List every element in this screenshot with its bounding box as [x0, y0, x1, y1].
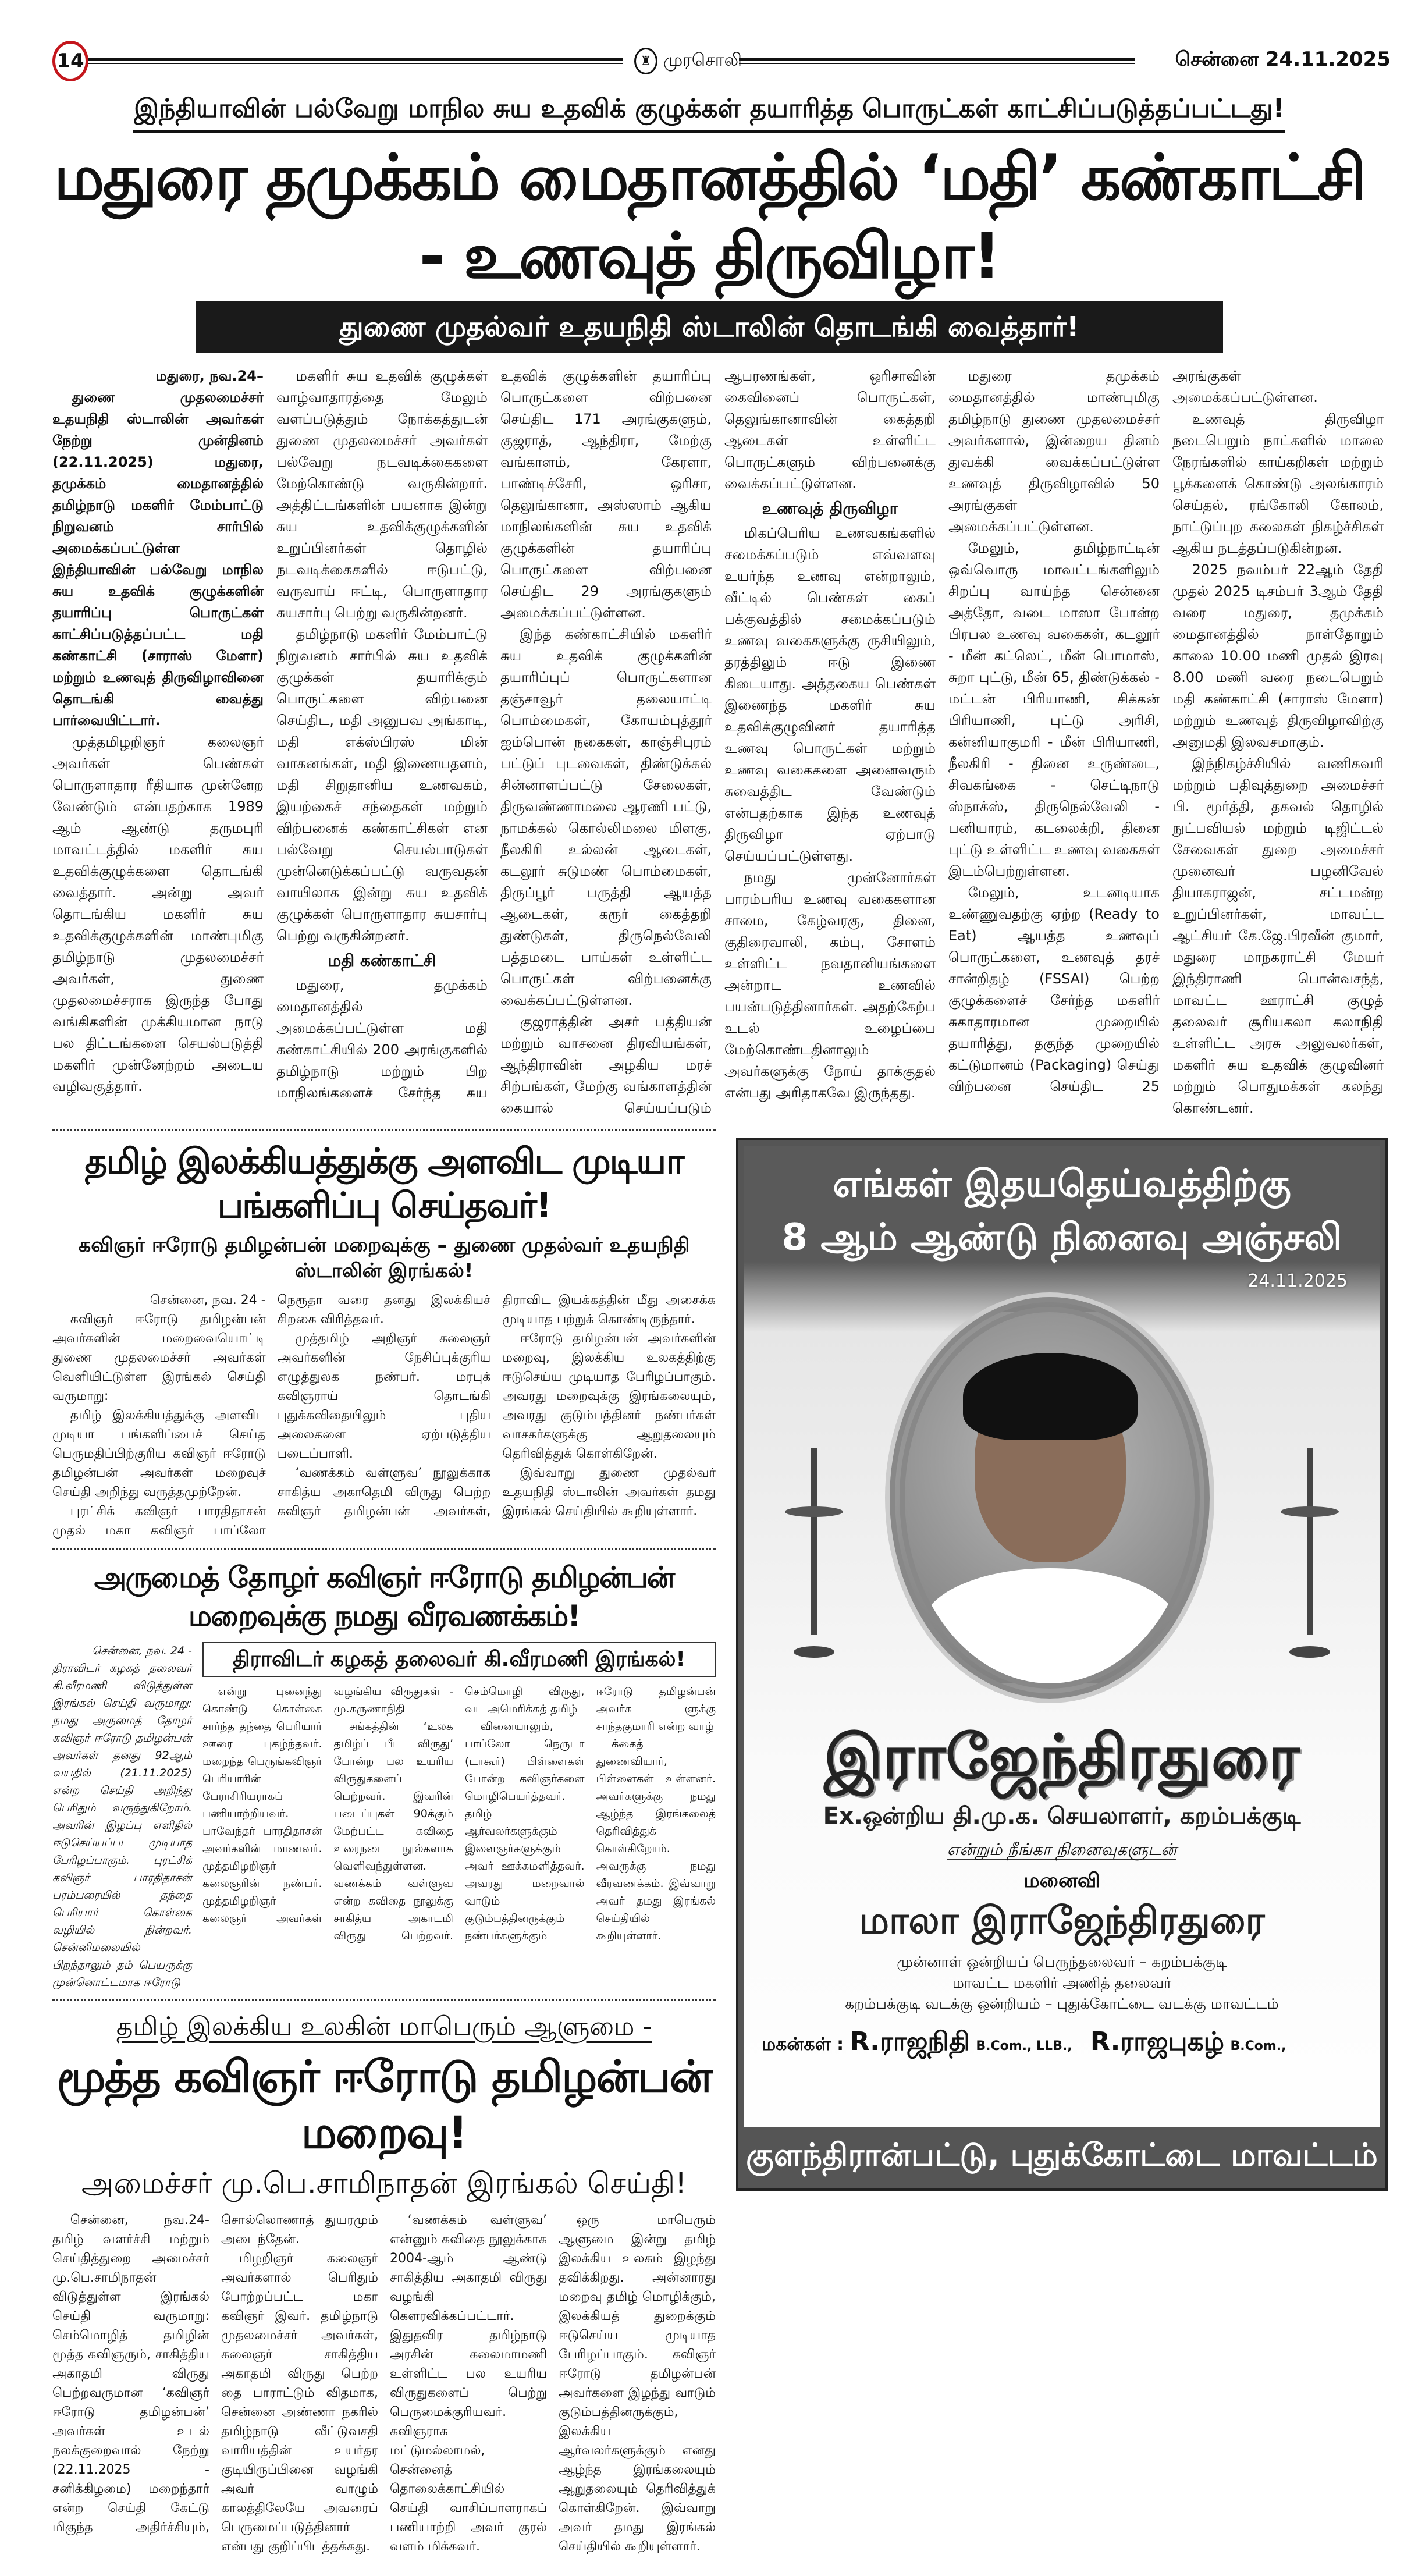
paragraph: நமது முன்னோர்கள் பாரம்பரிய உணவு வகைகளான சாமை, கேழ்வரகு, தினை, குதிரைவாலி, கம்பு, சோளம் உள்ளிட்ட நவதானியங்களை அன்றாட உணவில் பயன்படுத்தினார்கள். அதற்கேற்ப உடல் உழைப்பை மேற்கொண்டதினாலும் அவர்களுக்கு நோய் தாக்குதல் என்பது அரிதாகவே இருந்தது. — [724, 869, 936, 1101]
page-number: 14 — [52, 41, 88, 81]
left-stories — [52, 1129, 716, 2564]
article-intro: துணை முதலமைச்சர் உதயநிதி ஸ்டாலின் அவர்கள் நேற்று முன்தினம் (22.11.2025) மதுரை, தமுக்கம் மைதானத்தில் தமிழ்நாடு மகளிர் மேம்பாட்டு நிறுவனம் சார்பில் அமைக்கப்பட்டுள்ள இந்தியாவின் பல்வேறு மாநில சுய உதவிக் குழுக்களின் தயாரிப்பு பொருட்கள் காட்சிப்படுத்தப்பட்ட மதி கண்காட்சி (சாராஸ் மேளா) மற்றும் உணவுத் திருவிழாவினை தொடங்கி வைத்து பார்வையிட்டார். — [52, 389, 264, 729]
story-headline: அருமைத் தோழர் கவிஞர் ஈரோடு தமிழன்பன் மறைவுக்கு நமது வீரவணக்கம்! — [94, 1561, 674, 1633]
story-columns — [52, 2211, 716, 2556]
paragraph: மிழறிஞர் கலைஞர் அவர்களால் பெரிதும் போற்றப்பட்ட மகா கவிஞர் இவர். தமிழ்நாடு முதலமைச்சர் அவர்கள், கலைஞர் சாகித்திய அகாதமி விருது பெற்ற தை பாராட்டும் விதமாக, சென்னை அண்ணா நகரில் தமிழ்நாடு வீட்டுவசதி வாரியத்தின் உயர்தர குடியிருப்பினை வழங்கி அவர் வாழும் காலத்திலேயே அவரைப் பெருமைப்படுத்தினார் என்பது குறிப்பிடத்தக்கது. — [221, 2251, 378, 2554]
paragraph: என்று புனைந்து கொண்டு கொள்கை சார்ந்த தந்தை பெரியார் ஊரை புகழ்ந்தவர். மறைந்த பெருங்கவிஞர் பெரியாரின் பேராசிரியராகப் பணியாற்றியவர். பாவேந்தர் பாரதிதாசன் அவர்களின் மாணவர். முத்தமிழறிஞர் கலைஞரின் நண்பர். முத்தமிழறிஞர் கலைஞர் அவர்கள் வழங்கிய விருதுகள் - மு.கருணாநிதி — [202, 1685, 453, 1925]
paragraph: மகளிர் சுய உதவிக் குழுக்கள் வாழ்வாதாரத்தை மேலும் வளப்படுத்தும் நோக்கத்துடன் துணை முதலமைச்சர் அவர்கள் பல்வேறு நடவடிக்கைகளை மேற்கொண்டு வருகின்றார். அத்திட்டங்களின் பயனாக இன்று சுய உதவிக்குழுக்களின் உறுப்பினர்கள் தொழில் நடவடிக்கைகளில் ஈடுபட்டு, வருவாய் ஈட்டி, பொருளாதார சுயசார்பு பெற்று வருகின்றனர். — [276, 368, 488, 621]
paragraph: முத்தமிழ் அறிஞர் கலைஞர் அவர்களின் நேசிப்புக்குரிய எழுத்துலக நண்பர். மரபுக் கவிஞராய் தொடங்கி புதுக்கவிதையிலும் புதிய அலைகளை ஏற்படுத்திய படைப்பாளி. — [277, 1331, 491, 1461]
paragraph: வினையாலும், பாப்லோ நெருடா (டாகூர்) பிள்ளைகள் போன்ற கவிஞர்களை மொழிபெயர்த்தவர். தமிழ் ஆர்வலர்களுக்கும் இளைஞர்களுக்கும் அவர் ஊக்கமளித்தவர். அவரது மறைவால் வாடும் குடும்பத்தினருக்கும் நண்பர்களுக்கும் ஈரோடு தமிழன்பன் அவர்க ளுக்கு சாந்தகுமாரி என்ற வாழ் — [465, 1685, 716, 1942]
wife-name: மாலா இராஜேந்திரதுரை — [859, 1899, 1265, 1942]
story-veeramani-condolence — [52, 1548, 716, 1991]
oil-lamp-icon — [1281, 1425, 1339, 1658]
masthead-rule — [739, 58, 1135, 64]
oil-lamp-icon — [785, 1425, 843, 1658]
torch-logo-icon: ♜ — [634, 48, 657, 74]
story-deck: கவிஞர் ஈரோடு தமிழன்பன் மறைவுக்கு – துணை முதல்வர் உதயநிதி ஸ்டாலின் இரங்கல்! — [78, 1234, 690, 1282]
paragraph: சென்னை, நவ.24- தமிழ் வளர்ச்சி மற்றும் செய்தித்துறை அமைச்சர் மு.பெ.சாமிநாதன் விடுத்துள்ள இரங்கல் செய்தி வருமாறு: செம்மொழித் தமிழின் மூத்த கவிஞரும், சாகித்திய அகாதமி விருது பெற்றவருமான ‘கவிஞர் ஈரோடு தமிழன்பன்’ அவர்கள் உடல் நலக்குறைவால் நேற்று (22.11.2025 - சனிக்கிழமை) மறைந்தார் என்ற செய்தி கேட்டு மிகுந்த அதிர்ச்சியும், சொல்லொணாத் துயரமும் அடைந்தேன். — [52, 2213, 378, 2535]
dateline: சென்னை, நவ. 24 - — [150, 1293, 266, 1307]
paragraph: சங்கத்தின் ‘உலக தமிழ்ப் பீட விருது’ போன்ற பல உயரிய விருதுகளைப் பெற்றவர். இவரின் படைப்புகள் 90க்கும் மேற்பட்ட கவிதை உரைநடை நூல்களாக வெளிவந்துள்ளன. வணக்கம் வள்ளுவ என்ற கவிதை நூலுக்கு சாகித்ய அகாடமி விருது பெற்றவர். செம்மொழி விருது, வட அமெரிக்கத் தமிழ் — [333, 1685, 585, 1942]
story-headline: மூத்த கவிஞர் ஈரோடு தமிழன்பன் மறைவு! — [56, 2051, 712, 2158]
memory-line: என்றும் நீங்கா நினைவுகளுடன் — [947, 1840, 1177, 1859]
story-columns — [202, 1683, 716, 1945]
paragraph: ‘வணக்கம் வள்ளுவ’ என்னும் கவிதை நூலுக்காக 2004-ஆம் ஆண்டு சாகித்திய அகாதமி விருது வழங்கி கௌரவிக்கப்பட்டார். இதுதவிர தமிழ்நாடு அரசின் கலைமாமணி உள்ளிட்ட பல உயரிய விருதுகளைப் பெற்று பெருமைக்குரியவர். கவிஞராக மட்டுமல்லாமல், சென்னைத் தொலைக்காட்சியில் செய்தி வாசிப்பாளராகப் பணியாற்றி அவர் குரல் வளம் மிக்கவர். — [390, 2213, 547, 2554]
paragraph: மிகப்பெரிய உணவகங்களில் சமைக்கப்படும் எவ்வளவு உயர்ந்த உணவு என்றாலும், வீட்டில் பெண்கள் கைப் பக்குவத்தில் சமைக்கப்படும் உணவு வகைகளுக்கு ருசியிலும், தரத்திலும் ஈடு இணை கிடையாது. அத்தகைய பெண்கள் இணைந்த மகளிர் சுய உதவிக்குழுவினர் தயாரித்த உணவு பொருட்கள் மற்றும் உணவு வகைகளை அனைவரும் சுவைத்திட வேண்டும் என்பதற்காக இந்த உணவுத் திருவிழா ஏற்பாடு செய்யப்பட்டுள்ளது. — [724, 525, 936, 864]
subheading: உணவுத் திருவிழா — [762, 499, 898, 518]
portrait-photo — [890, 1297, 1210, 1699]
lead-kicker: இந்தியாவின் பல்வேறு மாநில சுய உதவிக் குழுக்கள் தயாரித்த பொருட்கள் காட்சிப்படுத்தப்பட்டது! — [133, 92, 1285, 133]
ad-title: எங்கள் இதயதெய்வத்திற்கு 8 ஆம் ஆண்டு நினைவு அஞ்சலி — [781, 1163, 1342, 1259]
wife-label: மனைவி — [1023, 1869, 1100, 1892]
wife-roles: முன்னாள் ஒன்றியப் பெருந்தலைவர் – கறம்பக்குடி மாவட்ட மகளிர் அணித் தலைவர் கறம்பக்குடி வடக்கு ஒன்றியம் – புதுக்கோட்டை வடக்கு மாவட்டம் — [845, 1953, 1279, 2012]
paragraph: தமிழ் இலக்கியத்துக்கு அளவிட முடியா பங்களிப்பைச் செய்த பெருமதிப்பிற்குரிய கவிஞர் ஈரோடு தமிழன்பன் அவர்கள் மறைவுச் செய்தி அறிந்து வருத்தமுற்றேன். — [52, 1408, 266, 1500]
paragraph: தமிழ்நாடு மகளிர் மேம்பாட்டு நிறுவனம் சார்பில் சுய உதவிக் குழுக்கள் தயாரிக்கும் பொருட்களை விற்பனை செய்திட, மதி அனுபவ அங்காடி, மதி எக்ஸ்பிரஸ் மின் வாகனங்கள், மதி இணையதளம், மதி சிறுதானிய உணவகம், இயற்கைச் சந்தைகள் மற்றும் விற்பனைக் கண்காட்சிகள் என பல்வேறு செயல்பாடுகள் முன்னெடுக்கப்பட்டு வருவதன் வாயிலாக இன்று சுய உதவிக் குழுக்கள் பொருளாதார சுயசார்பு பெற்று வருகின்றனர். — [276, 626, 488, 944]
story-columns — [52, 1291, 716, 1540]
lead-headline: மதுரை தமுக்கம் மைதானத்தில் ‘மதி’ கண்காட்சி - உணவுத் திருவிழா! — [54, 141, 1365, 293]
paragraph: கவிஞர் ஈரோடு தமிழன்பன் அவர்களின் மறைவையொட்டி துணை முதலமைச்சர் அவர்கள் வெளியிட்டுள்ள இரங்கல் செய்தி வருமாறு: — [52, 1312, 266, 1404]
dateline: சென்னை, நவ. 24 - — [92, 1644, 192, 1657]
lower-section — [52, 1129, 1384, 2564]
ad-date: 24.11.2025 — [1247, 1271, 1348, 1291]
masthead-rule — [87, 58, 623, 64]
sons-line: மகன்கள் : R.ராஜநிதி B.Com., LLB., R.ராஜபுகழ் B.Com., — [762, 2027, 1286, 2056]
paragraph: ஈரோடு தமிழன்பன் அவர்களின் மறைவு, இலக்கிய உலகத்திற்கு ஈடுசெய்ய முடியாத பேரிழப்பாகும். அவரது மறைவுக்கு இரங்கலையும், அவரது குடும்பத்தினர் நண்பர்கள் வாசகர்களுக்கு ஆறுதலையும் தெரிவித்துக் கொள்கிறேன். — [502, 1331, 716, 1461]
paragraph: இந்த கண்காட்சியில் மகளிர் சுய உதவிக் குழுக்களின் தயாரிப்புப் பொருட்களான தஞ்சாவூர் தலையாட்டி பொம்மைகள், கோயம்புத்தூர் ஐம்பொன் நகைகள், காஞ்சிபுரம் பட்டுப் புடவைகள், திண்டுக்கல் சின்னாளப்பட்டு சேலைகள், திருவண்ணாமலை ஆரணி பட்டு, நாமக்கல் கொல்லிமலை மிளகு, நீலகிரி உல்லன் ஆடைகள், கடலூர் சுடுமண் பொம்மைகள், திருப்பூர் பருத்தி ஆயத்த ஆடைகள், கரூர் கைத்தறி துண்டுகள், திருநெல்வேலி பத்தமடை பாய்கள் உள்ளிட்ட பொருட்கள் விற்பனைக்கு வைக்கப்பட்டுள்ளன. — [500, 626, 712, 1008]
story-deck: அமைச்சர் மு.பெ.சாமிநாதன் இரங்கல் செய்தி! — [81, 2166, 687, 2200]
story-erode-tamilanban-demise — [52, 1999, 716, 2556]
paragraph: மதுரை தமுக்கம் மைதானத்தில் மாண்புமிகு தமிழ்நாடு துணை முதலமைச்சர் அவர்களால், இன்றைய தினம் துவக்கி வைக்கப்பட்டுள்ள உணவுத் திருவிழாவில் 50 அரங்குகள் அமைக்கப்பட்டுள்ளன. — [948, 368, 1160, 535]
paragraph: இவ்வாறு துணை முதல்வர் உதயநிதி ஸ்டாலின் அவர்கள் தமது இரங்கல் செய்தியில் கூறியுள்ளார். — [502, 1466, 716, 1519]
paragraph: புரட்சிக் கவிஞர் பாரதிதாசன் முதல் மகா கவிஞர் பாப்லோ நெரூதா வரை தனது இலக்கியச் சிறகை விரித்தவர். — [52, 1293, 491, 1538]
story-deck-box: திராவிடர் கழகத் தலைவர் கி.வீரமணி இரங்கல்! — [202, 1642, 716, 1677]
paragraph: மேலும், உடனடியாக உண்ணுவதற்கு ஏற்ற (Ready to Eat) ஆயத்த உணவுப் பொருட்களை, உணவுத் தரச் சான்றிதழ் (FSSAI) பெற்ற குழுக்களைச் சேர்ந்த மகளிர் சுகாதாரமான முறையில் தயாரித்து, தகுந்த முறையில் கட்டுமானம் (Packaging) செய்து விற்பனை செய்திட 25 அரங்குகள் அமைக்கப்பட்டுள்ளன. — [948, 368, 1318, 1095]
paragraph: திராவிடர் கழகத் தலைவர் கி.வீரமணி விடுத்துள்ள இரங்கல் செய்தி வருமாறு: நமது அருமைத் தோழர் கவிஞர் ஈரோடு தமிழன்பன் அவர்கள் தனது 92ஆம் வயதில் (21.11.2025) என்ற செய்தி அறிந்து பெரிதும் வருந்துகிறோம். அவரின் இழப்பு எளிதில் ஈடுசெய்யப்பட முடியாத பேரிழப்பாகும். புரட்சிக் கவிஞர் பாரதிதாசன் பரம்பரையில் தந்தை பெரியார் கொள்கை வழியில் நின்றவர். சென்னிமலையில் பிறந்தாலும் தம் பெயருக்கு முன்னொட்டமாக ஈரோடு — [52, 1662, 192, 1989]
issue-date: சென்னை 24.11.2025 — [1175, 48, 1391, 71]
subheading: மதி கண்காட்சி — [328, 951, 436, 970]
deceased-title: Ex.ஒன்றிய தி.மு.க. செயலாளர், கறம்பக்குடி — [823, 1803, 1301, 1829]
paragraph: ஒரு மாபெரும் ஆளுமை இன்று தமிழ் இலக்கிய உலகம் இழந்து தவிக்கிறது. அன்னாரது மறைவு தமிழ் மொழிக்கும், இலக்கியத் துறைக்கும் ஈடுசெய்ய முடியாத பேரிழப்பாகும். கவிஞர் ஈரோடு தமிழன்பன் அவர்களை இழந்து வாடும் குடும்பத்தினருக்கும், இலக்கிய ஆர்வலர்களுக்கும் எனது ஆழ்ந்த இரங்கலையும் ஆறுதலையும் தெரிவித்துக் கொள்கிறேன். இவ்வாறு அவர் தமது இரங்கல் செய்தியில் கூறியுள்ளார். — [559, 2213, 716, 2554]
story-udhayanidhi-condolence — [52, 1129, 716, 1540]
paper-logo — [634, 48, 742, 74]
dateline: மதுரை, நவ.24– — [155, 368, 264, 384]
paragraph: க்கைத் துணைவியார், பிள்ளைகள் உள்ளனர். அவர்களுக்கு நமது ஆழ்ந்த இரங்கலைத் தெரிவித்துக் கொள்கிறோம். அவருக்கு நமது வீரவணக்கம். இவ்வாறு அவர் தமது இரங்கல் செய்தியில் கூறியுள்ளார். — [596, 1738, 716, 1942]
lead-deck: துணை முதல்வர் உதயநிதி ஸ்டாலின் தொடங்கி வைத்தார்! — [196, 301, 1223, 353]
paragraph: 2025 நவம்பர் 22ஆம் தேதி முதல் 2025 டிசம்பர் 3ஆம் தேதி வரை மதுரை, தமுக்கம் மைதானத்தில் நாள்தோறும் காலை 10.00 மணி முதல் இரவு 8.00 மணி வரை நடைபெறும் மதி கண்காட்சி (சாராஸ் மேளா) மற்றும் உணவுத் திருவிழாவிற்கு அனுமதி இலவசமாகும். — [1172, 562, 1384, 750]
paragraph: மதுரை, தமுக்கம் மைதானத்தில் அமைக்கப்பட்டுள்ள மதி கண்காட்சியில் 200 அரங்குகளில் தமிழ்நாடு மற்றும் பிற மாநிலங்களைச் சேர்ந்த சுய உதவிக் குழுக்களின் தயாரிப்பு பொருட்களை விற்பனை செய்திட 171 அரங்குகளும், குஜராத், ஆந்திரா, மேற்கு வங்காளம், கேரளா, பாண்டிச்சேரி, ஒரிசா, தெலுங்கானா, அஸ்ஸாம் ஆகிய மாநிலங்களின் சுய உதவிக் குழுக்களின் தயாரிப்பு பொருட்களை விற்பனை செய்திட 29 அரங்குகளும் அமைக்கப்பட்டுள்ளன. — [276, 368, 712, 1101]
story-kicker: தமிழ் இலக்கிய உலகின் மாபெரும் ஆளுமை - — [116, 2012, 652, 2041]
ad-place: குளந்திரான்பட்டு, புதுக்கோட்டை மாவட்டம் — [744, 2127, 1380, 2183]
article-column — [52, 1642, 192, 1991]
lead-article-body — [52, 365, 1384, 1119]
masthead — [52, 41, 1391, 81]
paragraph: ‘வணக்கம் வள்ளுவ’ நூலுக்காக சாகித்ய அகாதெமி விருது பெற்ற கவிஞர் தமிழன்பன் அவர்கள், திராவிட இயக்கத்தின் மீது அசைக்க முடியாத பற்றுக் கொண்டிருந்தார். — [277, 1293, 716, 1519]
story-headline: தமிழ் இலக்கியத்துக்கு அளவிட முடியா பங்களிப்பு செய்தவர்! — [84, 1141, 684, 1226]
paragraph: இந்நிகழ்ச்சியில் வணிகவரி மற்றும் பதிவுத்துறை அமைச்சர் பி. மூர்த்தி, தகவல் தொழில் நுட்பவியல் மற்றும் டிஜிட்டல் சேவைகள் துறை அமைச்சர் முனைவர் பழனிவேல் தியாகராஜன், சட்டமன்ற உறுப்பினர்கள், மாவட்ட ஆட்சியர் கே.ஜே.பிரவீன் குமார், மதுரை மாநகராட்சி மேயர் இந்திராணி பொன்வசந்த், மாவட்ட ஊராட்சி குழுத் தலைவர் சூரியகலா கலாநிதி உள்ளிட்ட அரசு அலுவலர்கள், மகளிர் சுய உதவிக் குழுவினர் மற்றும் பொதுமக்கள் கலந்து கொண்டனர். — [1172, 755, 1384, 1116]
deceased-name: இராஜேந்திரதுரை — [824, 1721, 1300, 1792]
paragraph: குஜராத்தின் அசர் பத்தியன் மற்றும் வாசனை திரவியங்கள், ஆந்திராவின் அழகிய மரச் சிற்பங்கள், மேற்கு வங்காளத்தின் கையால் செய்யப்படும் ஆபரணங்கள், ஒரிசாவின் கைவினைப் பொருட்கள், தெலுங்கானாவின் கைத்தறி ஆடைகள் உள்ளிட்ட பொருட்களும் விற்பனைக்கு வைக்கப்பட்டுள்ளன. — [500, 368, 936, 1116]
memorial-advertisement — [736, 1138, 1388, 2191]
paragraph: மேலும், தமிழ்நாட்டின் ஒவ்வொரு மாவட்டங்களிலும் சிறப்பு வாய்ந்த சென்னை அத்தோ, வடை மாஸா போன்ற பிரபல உணவு வகைகள், கடலூர் - மீன் கட்லெட், மீன் பொமாஸ், சுறா புட்டு, மீன் 65, திண்டுக்கல் - மட்டன் பிரியாணி, சிக்கன் பிரியாணி, புட்டு அரிசி, கன்னியாகுமரி - மீன் பிரியாணி, நீலகிரி - தினை உருண்டை, சிவகங்கை - செட்டிநாடு ஸ்நாக்ஸ், திருநெல்வேலி - பனியாரம், கடலைக்றி, தினை புட்டு உள்ளிட்ட உணவு வகைகள் இடம்பெற்றுள்ளன. — [948, 540, 1160, 879]
paragraph: முத்தமிழறிஞர் கலைஞர் அவர்கள் பெண்கள் பொருளாதார ரீதியாக முன்னேற வேண்டும் என்பதற்காக 1989 ஆம் ஆண்டு தருமபுரி மாவட்டத்தில் மகளிர் சுய உதவிக்குழுக்களை தொடங்கி வைத்தார். அன்று அவர் தொடங்கிய மகளிர் சுய உதவிக்குழுக்களின் மாண்புமிகு தமிழ்நாடு முதலமைச்சர் அவர்கள், துணை முதலமைச்சராக இருந்த போது வங்கிகளின் முக்கியமான நாடு பல திட்டங்களை செயல்படுத்தி மகளிர் முன்னேற்றம் அடைய வழிவகுத்தார். — [52, 734, 264, 1095]
paper-name: முரசொலி — [663, 49, 742, 70]
paragraph: உணவுத் திருவிழா நடைபெறும் நாட்களில் மாலை நேரங்களில் காய்கறிகள் மற்றும் பூக்களைக் கொண்டு அலங்காரம் செய்தல், ரங்கோலி கோலம், நாட்டுப்புற கலைகள் நிகழ்ச்சிகள் ஆகிய நடத்தப்படுகின்றன. — [1172, 411, 1384, 556]
